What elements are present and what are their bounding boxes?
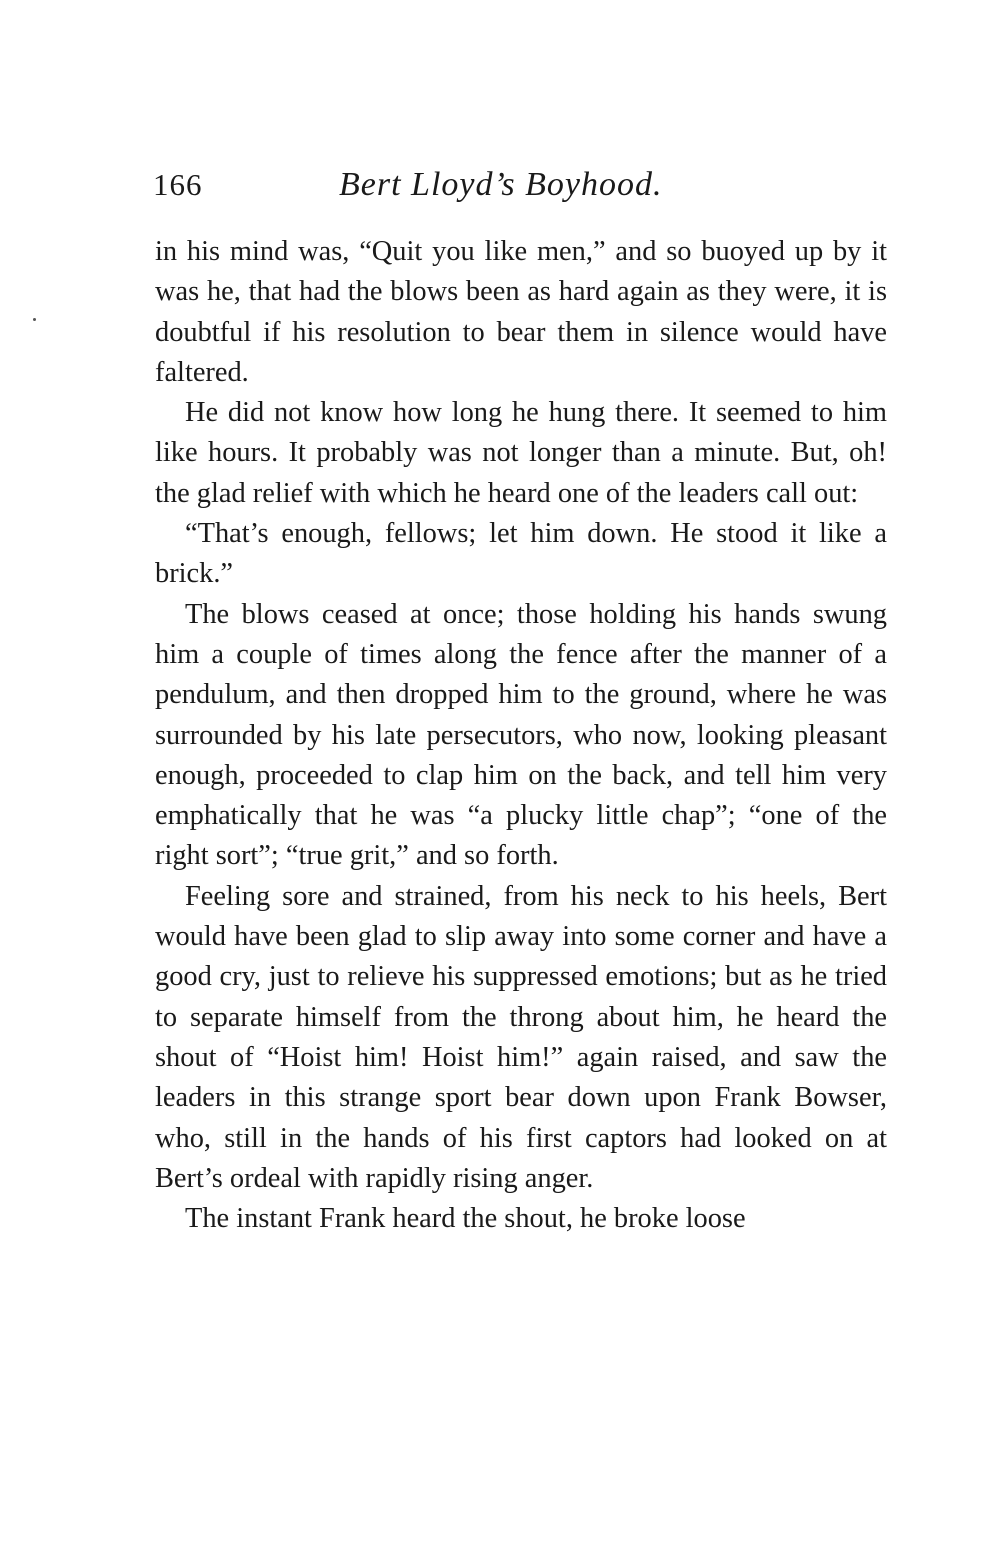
- margin-speck: [33, 318, 36, 321]
- paragraph: He did not know how long he hung there. It seemed to him like hours. It probably was not longer than a minute. But, oh! the glad relief with which he heard one of the leaders call out:: [155, 397, 887, 509]
- page-number: 166: [153, 167, 203, 202]
- paragraph: Feeling sore and strained, from his neck to his heels, Bert would have been glad to slip away into some corner and have a good cry, just to relieve his suppressed emotions; but as he tried to separate himself from the throng about him, he heard the shout of “Hoist him! Hoist him!” again raised, and saw the leaders in this strange sport bear down upon Frank Bowser, who, still in the hands of his first captors had looked on at Bert’s ordeal with rapidly rising anger.: [155, 880, 887, 1194]
- paragraph: in his mind was, “Quit you like men,” and so buoyed up by it was he, that had the blows been as hard again as they were, it is doubtful if his resolution to bear them in silence would have faltered.: [155, 236, 887, 388]
- body-text: [155, 232, 887, 1239]
- paragraph: The blows ceased at once; those holding his hands swung him a couple of times along the fence after the manner of a pendulum, and then dropped him to the ground, where he was surrounded by his late persecutors, who now, looking pleasant enough, proceeded to clap him on the back, and tell him very emphatically that he was “a plucky little chap”; “one of the right sort”; “true grit,” and so forth.: [155, 598, 887, 872]
- page-header: [153, 165, 893, 210]
- running-title: Bert Lloyd’s Boyhood.: [339, 166, 663, 203]
- paragraph: “That’s enough, fellows; let him down. He stood it like a brick.”: [155, 518, 887, 590]
- paragraph: The instant Frank heard the shout, he broke loose: [185, 1203, 746, 1235]
